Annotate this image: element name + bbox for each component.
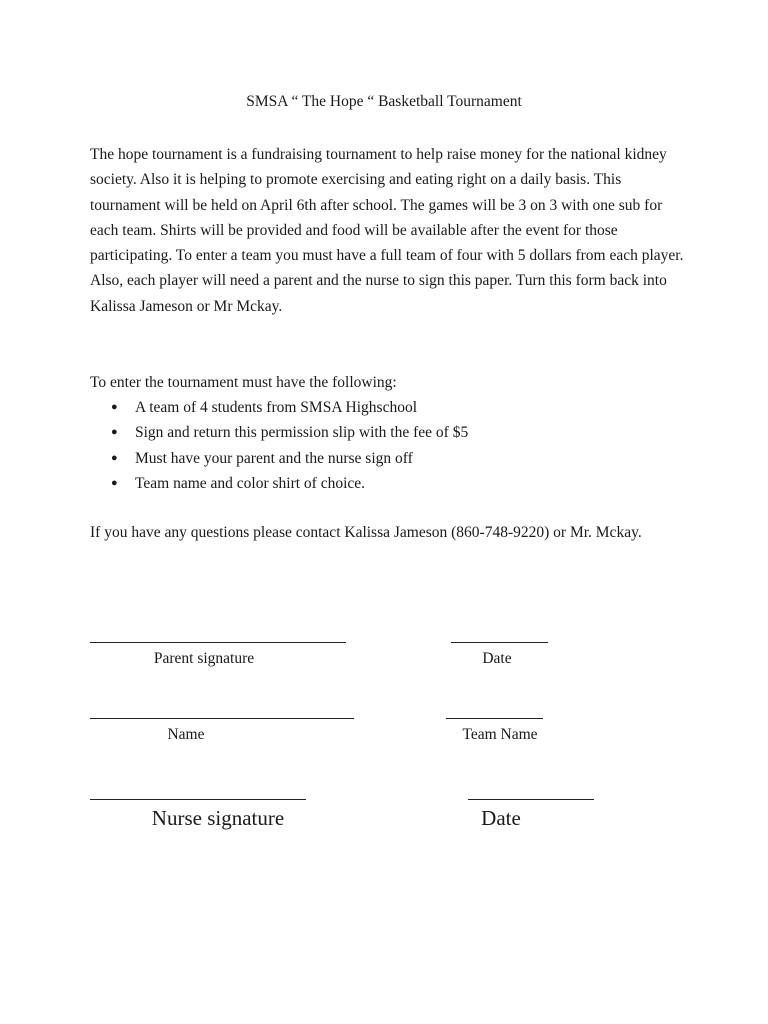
team-name-label: Team Name <box>462 726 538 743</box>
requirements-list <box>90 395 468 496</box>
intro-paragraph: The hope tournament is a fundraising tournament to help raise money for the national kidney society. Also it is helping to promote exercising and eating right on a daily basis. This tournament will be held on April 6th after school. The games will be 3 on 3 with one sub for each team. Shirts will be provided and food will be available after the event for those participating. To enter a team you must have a full team of four with 5 dollars from each player. Also, each player will need a parent and the nurse to sign this paper. Turn this form back into Kalissa Jameson or Mr Mckay. <box>90 146 684 315</box>
name-label: Name <box>167 726 205 743</box>
parent-signature-line[interactable] <box>90 642 346 643</box>
document-title: SMSA “ The Hope “ Basketball Tournament <box>246 93 522 110</box>
nurse-signature-line[interactable] <box>90 799 306 800</box>
nurse-date-line[interactable] <box>468 799 594 800</box>
team-name-line[interactable] <box>446 718 543 719</box>
list-item: ● Team name and color shirt of choice. <box>90 471 468 496</box>
requirements-lead: To enter the tournament must have the following: <box>90 374 397 391</box>
parent-date-label: Date <box>482 650 512 667</box>
parent-signature-label: Parent signature <box>153 650 255 667</box>
contact-paragraph: If you have any questions please contact Kalissa Jameson (860-748-9220) or Mr. Mckay. <box>90 524 642 541</box>
bullet-icon: ● <box>111 426 118 439</box>
parent-date-line[interactable] <box>451 642 548 643</box>
list-item: ● Must have your parent and the nurse sign off <box>90 446 468 471</box>
nurse-signature-label: Nurse signature <box>151 806 285 830</box>
name-line[interactable] <box>90 718 354 719</box>
list-item: ● Sign and return this permission slip with the fee of $5 <box>90 420 468 445</box>
nurse-date-label: Date <box>481 806 521 830</box>
bullet-icon: ● <box>111 451 118 464</box>
list-item: ● A team of 4 students from SMSA Highschool <box>90 395 468 420</box>
bullet-icon: ● <box>111 401 118 413</box>
bullet-icon: ● <box>111 476 118 489</box>
